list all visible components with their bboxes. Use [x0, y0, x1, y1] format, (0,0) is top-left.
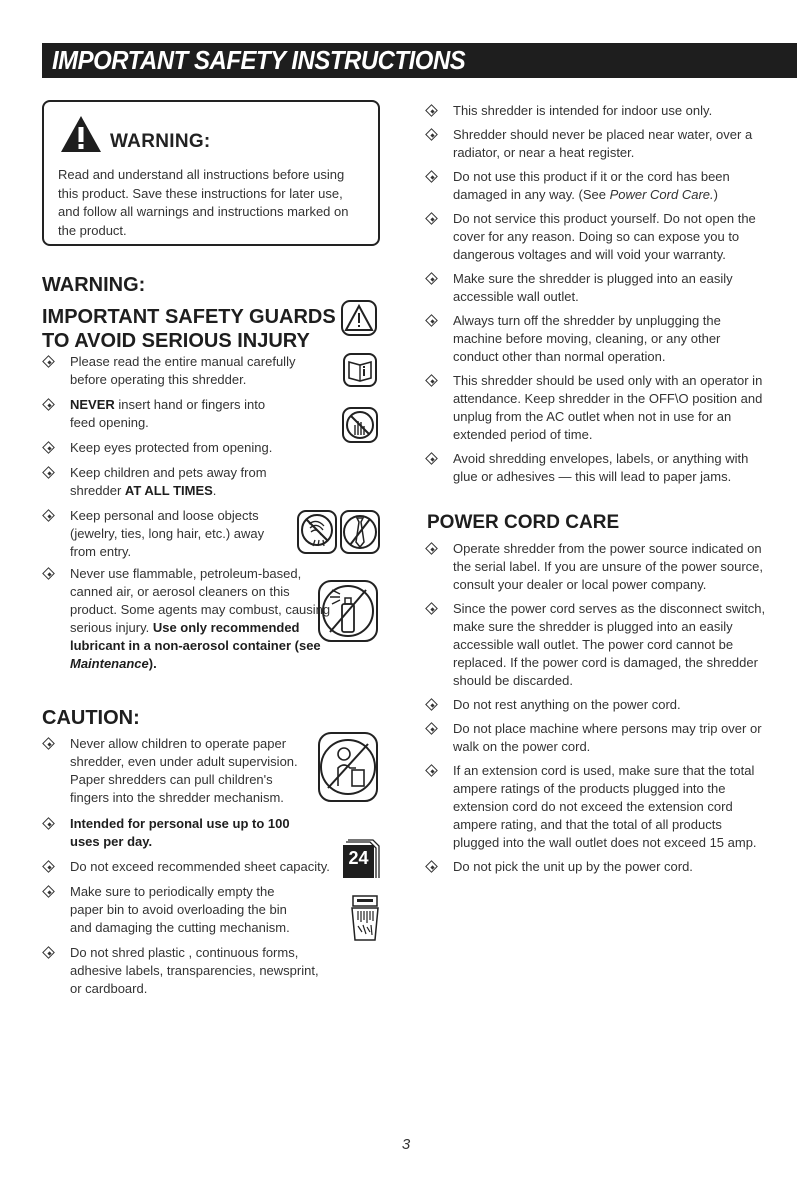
warning-triangle-icon: [59, 114, 103, 154]
caution-triangle-icon: [341, 300, 377, 336]
list-item: Do not shred plastic , continuous forms, adhesive labels, transparencies, newsprint, or cardboard.: [42, 944, 324, 998]
power-cord-list: [425, 540, 770, 876]
title-banner: [42, 43, 797, 78]
list-item: Operate shredder from the power source indicated on the serial label. If you are unsure of the power source, consult your dealer or local power company.: [425, 540, 768, 594]
list-item: Keep personal and loose objects (jewelry, ties, long hair, etc.) away from entry.: [42, 507, 280, 561]
no-hands-icon: [342, 407, 378, 443]
list-item: Do not rest anything on the power cord.: [425, 696, 770, 714]
sheet-capacity-number: 24: [348, 848, 369, 868]
read-manual-icon: [343, 353, 377, 387]
power-cord-heading: POWER CORD CARE: [427, 512, 620, 533]
safety-guards-section: [42, 273, 342, 353]
list-item: Keep children and pets away from shredder AT ALL TIMES.: [42, 464, 280, 500]
list-item: Never allow children to operate paper shredder, even under adult supervision. Paper shredders can pull children's fingers into the shredder mechanism.: [42, 735, 302, 807]
list-item: Do not pick the unit up by the power cord.: [425, 858, 770, 876]
list-item: Do not place machine where persons may trip over or walk on the power cord.: [425, 720, 768, 756]
list-item: Never use flammable, petroleum-based, canned air, or aerosol cleaners on this product. Some agents may combust, causing serious injury. Use only recommended lubricant in a non-aerosol container (see Maintenance).: [42, 565, 340, 673]
guards-heading-2: TO AVOID SERIOUS INJURY: [42, 330, 310, 352]
flammable-list: [42, 565, 352, 673]
list-item: If an extension cord is used, make sure that the total ampere ratings of the products plugged into the extension cord do not exceed the extension cord ampere rating, and that the total of all products plugged into the wall outlet does not exceed 15 amp.: [425, 762, 768, 852]
list-item: Shredder should never be placed near water, over a radiator, or near a heat register.: [425, 126, 763, 162]
list-item: This shredder is intended for indoor use only.: [425, 102, 765, 120]
no-long-hair-icon: [297, 510, 337, 554]
list-item: This shredder should be used only with an operator in attendance. Keep shredder in the OFF\O position and unplug from the AC outlet when not in use for an extended period of time.: [425, 372, 773, 444]
guards-list: [42, 353, 302, 561]
list-item: Make sure the shredder is plugged into an easily accessible wall outlet.: [425, 270, 763, 306]
no-tie-icon: [340, 510, 380, 554]
caution-heading: CAUTION:: [42, 707, 140, 729]
list-item: Make sure to periodically empty the paper bin to avoid overloading the bin and damaging the cutting mechanism.: [42, 883, 292, 937]
list-item: Avoid shredding envelopes, labels, or anything with glue or adhesives — this will lead to paper jams.: [425, 450, 773, 486]
warning-box-title: WARNING:: [110, 131, 211, 152]
warning-box: [42, 100, 380, 246]
list-item: Always turn off the shredder by unplugging the machine before moving, cleaning, or any other conduct other than normal operation.: [425, 312, 753, 366]
right-safety-list: [425, 102, 765, 486]
list-item: NEVER insert hand or fingers into feed opening.: [42, 396, 270, 432]
list-item: Intended for personal use up to 100 uses per day.: [42, 815, 310, 851]
list-item: Do not exceed recommended sheet capacity.: [42, 858, 340, 876]
no-children-icon: [318, 732, 378, 802]
guards-heading-1: IMPORTANT SAFETY GUARDS: [42, 306, 336, 328]
guards-heading-warning: WARNING:: [42, 274, 146, 296]
caution-list: [42, 735, 342, 998]
warning-box-text: Read and understand all instructions before using this product. Save these instructions for later use, and follow all warnings and instructions marked on the product.: [58, 167, 349, 238]
list-item: Since the power cord serves as the disconnect switch, make sure the shredder is plugged into an easily accessible wall outlet. The power cord cannot be replaced. If the power cord is damaged, the shredder should be discarded.: [425, 600, 770, 690]
empty-bin-icon: [350, 894, 380, 942]
page-title: IMPORTANT SAFETY INSTRUCTIONS: [52, 45, 466, 75]
list-item: Do not service this product yourself. Do not open the cover for any reason. Doing so can expose you to dangerous voltages and will void your warranty.: [425, 210, 768, 264]
list-item: Keep eyes protected from opening.: [42, 439, 302, 457]
list-item: Please read the entire manual carefully before operating this shredder.: [42, 353, 302, 389]
page-number: 3: [401, 1136, 411, 1153]
list-item: Do not use this product if it or the cord has been damaged in any way. (See Power Cord Care.): [425, 168, 763, 204]
no-aerosol-icon: [318, 580, 378, 642]
